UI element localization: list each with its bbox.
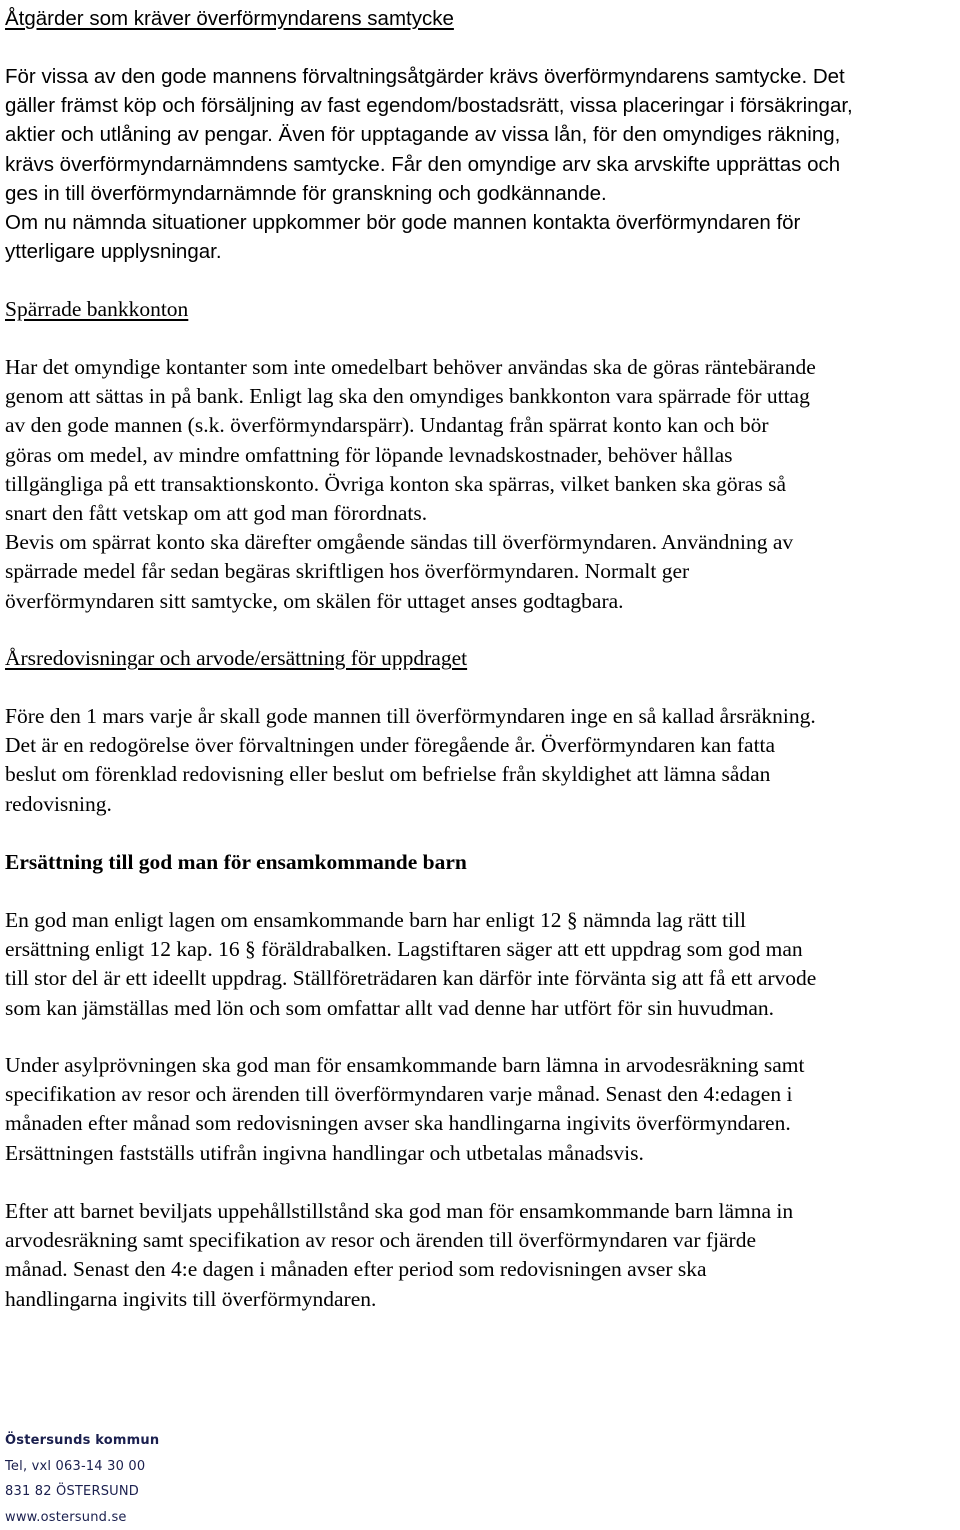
section-heading-arsredovisningar: Årsredovisningar och arvode/ersättning för uppdraget — [5, 644, 960, 673]
paragraph-sparrade-bankkonton: Har det omyndige kontanter som inte omedelbart behöver användas ska de göras räntebärande genom att sättas in på bank. Enligt lag ska den omyndiges bankkonton vara spärrade för uttag av den gode mannen (s.k. överförmyndarspärr). Undantag från spärrat konto kan och bör göras om medel, av mindre omfattning för löpande levnadskostnader, behöver hållas tillgängliga på ett transaktionskonto. Övriga konton ska spärras, vilket banken ska göras så snart den fått vetskap om att god man förordnats. Bevis om spärrat konto ska därefter omgående sändas till överförmyndaren. Användning av spärrade medel får sedan begäras skriftligen hos överförmyndaren. Normalt ger överförmyndaren sitt samtycke, om skälen för uttaget anses godtagbara. — [5, 353, 960, 616]
footer-website: www.ostersund.se — [5, 1505, 159, 1530]
section-heading-sparrade-bankkonton: Spärrade bankkonton — [5, 295, 960, 324]
section-heading-samtycke: Åtgärder som kräver överförmyndarens samtycke — [5, 4, 960, 33]
footer-contact — [5, 1428, 159, 1530]
paragraph-samtycke: För vissa av den gode mannens förvaltningsåtgärder krävs överförmyndarens samtycke. Det gäller främst köp och försäljning av fast egendom/bostadsrätt, vissa placeringar i försäkringar, aktier och utlåning av pengar. Även för upptagande av vissa lån, för den omyndiges räkning, krävs överförmyndarnämndens samtycke. Får den omyndige arv ska arvskifte upprättas och ges in till överförmyndarnämnde för granskning och godkännande. Om nu nämnda situationer uppkommer bör gode mannen kontakta överförmyndaren för ytterligare upplysningar. — [5, 62, 960, 266]
paragraph-arsredovisningar: Före den 1 mars varje år skall gode mannen till överförmyndaren inge en så kallad årsräkning. Det är en redogörelse över förvaltningen under föregående år. Överförmyndaren kan fatta beslut om förenklad redovisning eller beslut om befrielse från skyldighet att lämna sådan redovisning. — [5, 702, 960, 819]
footer-organization: Östersunds kommun — [5, 1428, 159, 1454]
footer-phone: Tel, vxl 063-14 30 00 — [5, 1454, 159, 1480]
paragraph-uppehallstillstand: Efter att barnet beviljats uppehållstillstånd ska god man för ensamkommande barn lämna in arvodesräkning samt specifikation av resor och ärenden till överförmyndaren var fjärde månad. Senast den 4:e dagen i månaden efter period som redovisningen avser ska handlingarna ingivits till överförmyndaren. — [5, 1197, 960, 1314]
paragraph-ersattning-lag: En god man enligt lagen om ensamkommande barn har enligt 12 § nämnda lag rätt till ersättning enligt 12 kap. 16 § föräldrabalken. Lagstiftaren säger att ett uppdrag som god man till stor del är ett ideellt uppdrag. Ställföreträdaren kan därför inte förvänta sig att få ett arvode som kan jämställas med lön och som omfattar allt vad denne har utfört för sin huvudman. — [5, 906, 960, 1023]
paragraph-asylprovningen: Under asylprövningen ska god man för ensamkommande barn lämna in arvodesräkning samt specifikation av resor och ärenden till överförmyndaren varje månad. Senast den 4:edagen i månaden efter månad som redovisningen avser ska handlingarna ingivits överförmyndaren. Ersättningen fastställs utifrån ingivna handlingar och utbetalas månadsvis. — [5, 1051, 960, 1168]
section-heading-ensamkommande-barn: Ersättning till god man för ensamkommande barn — [5, 848, 960, 877]
footer-address: 831 82 ÖSTERSUND — [5, 1479, 159, 1505]
